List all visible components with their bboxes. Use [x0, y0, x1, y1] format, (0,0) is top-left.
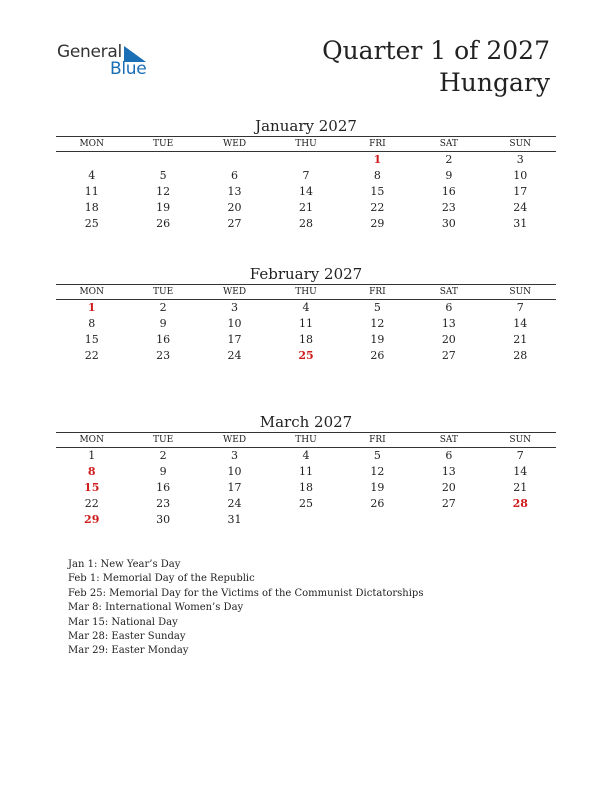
day-cell: 20	[441, 333, 456, 346]
week-row	[56, 464, 556, 480]
day-cell	[56, 152, 127, 168]
day-cell: 26	[370, 349, 385, 362]
day-cell: 16	[156, 333, 171, 346]
week-row	[56, 316, 556, 332]
week-row	[56, 348, 556, 364]
month-january	[56, 116, 556, 232]
holiday-note: Mar 15: National Day	[68, 616, 178, 628]
day-cell: 15	[370, 185, 385, 198]
day-cell: 2	[445, 153, 453, 166]
day-cell: 14	[298, 185, 313, 198]
day-cell: 14	[513, 317, 528, 330]
day-cell: 28	[512, 497, 528, 510]
day-cell: 21	[513, 333, 528, 346]
day-cell: 4	[302, 449, 310, 462]
day-cell: 12	[156, 185, 171, 198]
weekday-label: TUE	[153, 139, 174, 149]
day-cell: 9	[159, 317, 167, 330]
day-cell: 22	[84, 497, 99, 510]
week-row	[56, 512, 556, 528]
day-cell	[199, 152, 270, 168]
day-cell: 1	[87, 301, 96, 314]
day-cell	[127, 152, 198, 168]
day-cell: 7	[302, 169, 310, 182]
day-cell: 2	[159, 301, 167, 314]
day-cell: 28	[298, 217, 313, 230]
holiday-note: Mar 29: Easter Monday	[68, 645, 189, 657]
day-cell: 17	[513, 185, 528, 198]
day-cell: 27	[441, 497, 456, 510]
day-cell: 25	[84, 217, 99, 230]
day-cell: 13	[441, 465, 456, 478]
weekday-label: WED	[223, 435, 247, 445]
day-cell: 19	[370, 481, 385, 494]
holiday-note: Feb 1: Memorial Day of the Republic	[68, 573, 255, 585]
day-cell: 29	[370, 217, 385, 230]
day-cell: 23	[156, 497, 171, 510]
holiday-notes	[68, 558, 423, 659]
day-cell: 27	[227, 217, 242, 230]
day-cell: 17	[227, 481, 242, 494]
day-cell	[413, 512, 484, 528]
day-cell: 25	[298, 349, 314, 362]
weekday-label: SAT	[439, 435, 458, 445]
day-cell: 28	[513, 349, 528, 362]
day-cell	[270, 512, 341, 528]
day-cell: 10	[227, 317, 242, 330]
day-cell: 5	[373, 301, 381, 314]
day-cell: 17	[227, 333, 242, 346]
day-cell: 9	[159, 465, 167, 478]
day-cell: 12	[370, 317, 385, 330]
week-row	[56, 216, 556, 232]
week-row	[56, 300, 556, 316]
day-cell: 8	[373, 169, 381, 182]
weekday-header-row	[56, 432, 556, 448]
day-cell: 3	[231, 449, 239, 462]
holiday-note: Jan 1: New Year’s Day	[68, 559, 181, 570]
day-cell: 6	[445, 301, 453, 314]
day-cell: 30	[441, 217, 456, 230]
day-cell	[485, 512, 556, 528]
day-cell: 31	[227, 513, 242, 526]
page-title	[322, 35, 550, 99]
weekday-label: SUN	[509, 139, 532, 149]
country-title: Hungary	[439, 68, 550, 97]
day-cell: 16	[441, 185, 456, 198]
day-cell: 20	[227, 201, 242, 214]
weekday-label: TUE	[153, 435, 174, 445]
day-cell: 6	[231, 169, 239, 182]
holiday-note: Feb 25: Memorial Day for the Victims of the Communist Dictatorships	[68, 587, 424, 599]
day-cell: 3	[516, 153, 524, 166]
week-row	[56, 448, 556, 464]
day-cell: 21	[298, 201, 313, 214]
day-cell: 18	[298, 481, 313, 494]
day-cell: 1	[373, 153, 382, 166]
weekday-label: SUN	[509, 435, 532, 445]
day-cell: 13	[441, 317, 456, 330]
day-cell: 11	[298, 465, 313, 478]
week-row	[56, 168, 556, 184]
day-cell: 25	[298, 497, 313, 510]
day-cell: 8	[88, 317, 96, 330]
day-cell	[270, 152, 341, 168]
weekday-label: MON	[79, 287, 104, 297]
day-cell: 3	[231, 301, 239, 314]
day-cell: 4	[302, 301, 310, 314]
day-cell: 12	[370, 465, 385, 478]
week-row	[56, 184, 556, 200]
weekday-label: SUN	[509, 287, 532, 297]
week-row	[56, 480, 556, 496]
day-cell: 23	[441, 201, 456, 214]
week-row	[56, 496, 556, 512]
day-cell	[342, 512, 413, 528]
month-title: February 2027	[249, 265, 363, 283]
day-cell: 6	[445, 449, 453, 462]
weekday-label: FRI	[369, 139, 386, 149]
logo-blue-text: Blue	[110, 59, 147, 79]
day-cell: 21	[513, 481, 528, 494]
week-row	[56, 200, 556, 216]
day-cell: 26	[156, 217, 171, 230]
weekday-label: SAT	[439, 287, 458, 297]
logo-general-text: General	[57, 42, 122, 62]
month-title: January 2027	[255, 117, 357, 135]
day-cell: 31	[513, 217, 528, 230]
weekday-header-row	[56, 284, 556, 300]
weekday-label: MON	[79, 139, 104, 149]
weekday-label: WED	[223, 287, 247, 297]
weekday-label: TUE	[153, 287, 174, 297]
day-cell: 9	[445, 169, 453, 182]
day-cell: 5	[373, 449, 381, 462]
month-march	[56, 412, 556, 528]
day-cell: 16	[156, 481, 171, 494]
day-cell: 22	[84, 349, 99, 362]
weekday-label: MON	[79, 435, 104, 445]
day-cell: 18	[84, 201, 99, 214]
day-cell: 20	[441, 481, 456, 494]
day-cell: 26	[370, 497, 385, 510]
day-cell: 8	[87, 465, 96, 478]
day-cell: 18	[298, 333, 313, 346]
weekday-label: THU	[295, 287, 317, 297]
weekday-label: WED	[223, 139, 247, 149]
weekday-header-row	[56, 136, 556, 152]
day-cell: 7	[516, 449, 524, 462]
day-cell: 29	[84, 513, 100, 526]
day-cell: 13	[227, 185, 242, 198]
day-cell: 27	[441, 349, 456, 362]
day-cell: 7	[516, 301, 524, 314]
day-cell: 19	[370, 333, 385, 346]
day-cell: 24	[227, 497, 242, 510]
week-row	[56, 332, 556, 348]
day-cell: 11	[84, 185, 99, 198]
weekday-label: THU	[295, 139, 317, 149]
day-cell: 24	[513, 201, 528, 214]
day-cell: 5	[159, 169, 167, 182]
weekday-label: FRI	[369, 287, 386, 297]
logo	[57, 42, 157, 82]
day-cell: 15	[84, 481, 100, 494]
day-cell: 15	[84, 333, 99, 346]
day-cell: 22	[370, 201, 385, 214]
day-cell: 2	[159, 449, 167, 462]
day-cell: 1	[88, 449, 96, 462]
day-cell: 14	[513, 465, 528, 478]
weekday-label: FRI	[369, 435, 386, 445]
day-cell: 30	[156, 513, 171, 526]
day-cell: 24	[227, 349, 242, 362]
day-cell: 10	[513, 169, 528, 182]
holiday-note: Mar 8: International Women’s Day	[68, 602, 244, 614]
quarter-title: Quarter 1 of 2027	[322, 36, 550, 65]
week-row	[56, 152, 556, 168]
day-cell: 23	[156, 349, 171, 362]
day-cell: 19	[156, 201, 171, 214]
weekday-label: SAT	[439, 139, 458, 149]
weekday-label: THU	[295, 435, 317, 445]
holiday-note: Mar 28: Easter Sunday	[68, 631, 186, 643]
day-cell: 10	[227, 465, 242, 478]
month-title: March 2027	[259, 413, 353, 431]
day-cell: 4	[88, 169, 96, 182]
month-february	[56, 264, 556, 364]
day-cell: 11	[298, 317, 313, 330]
